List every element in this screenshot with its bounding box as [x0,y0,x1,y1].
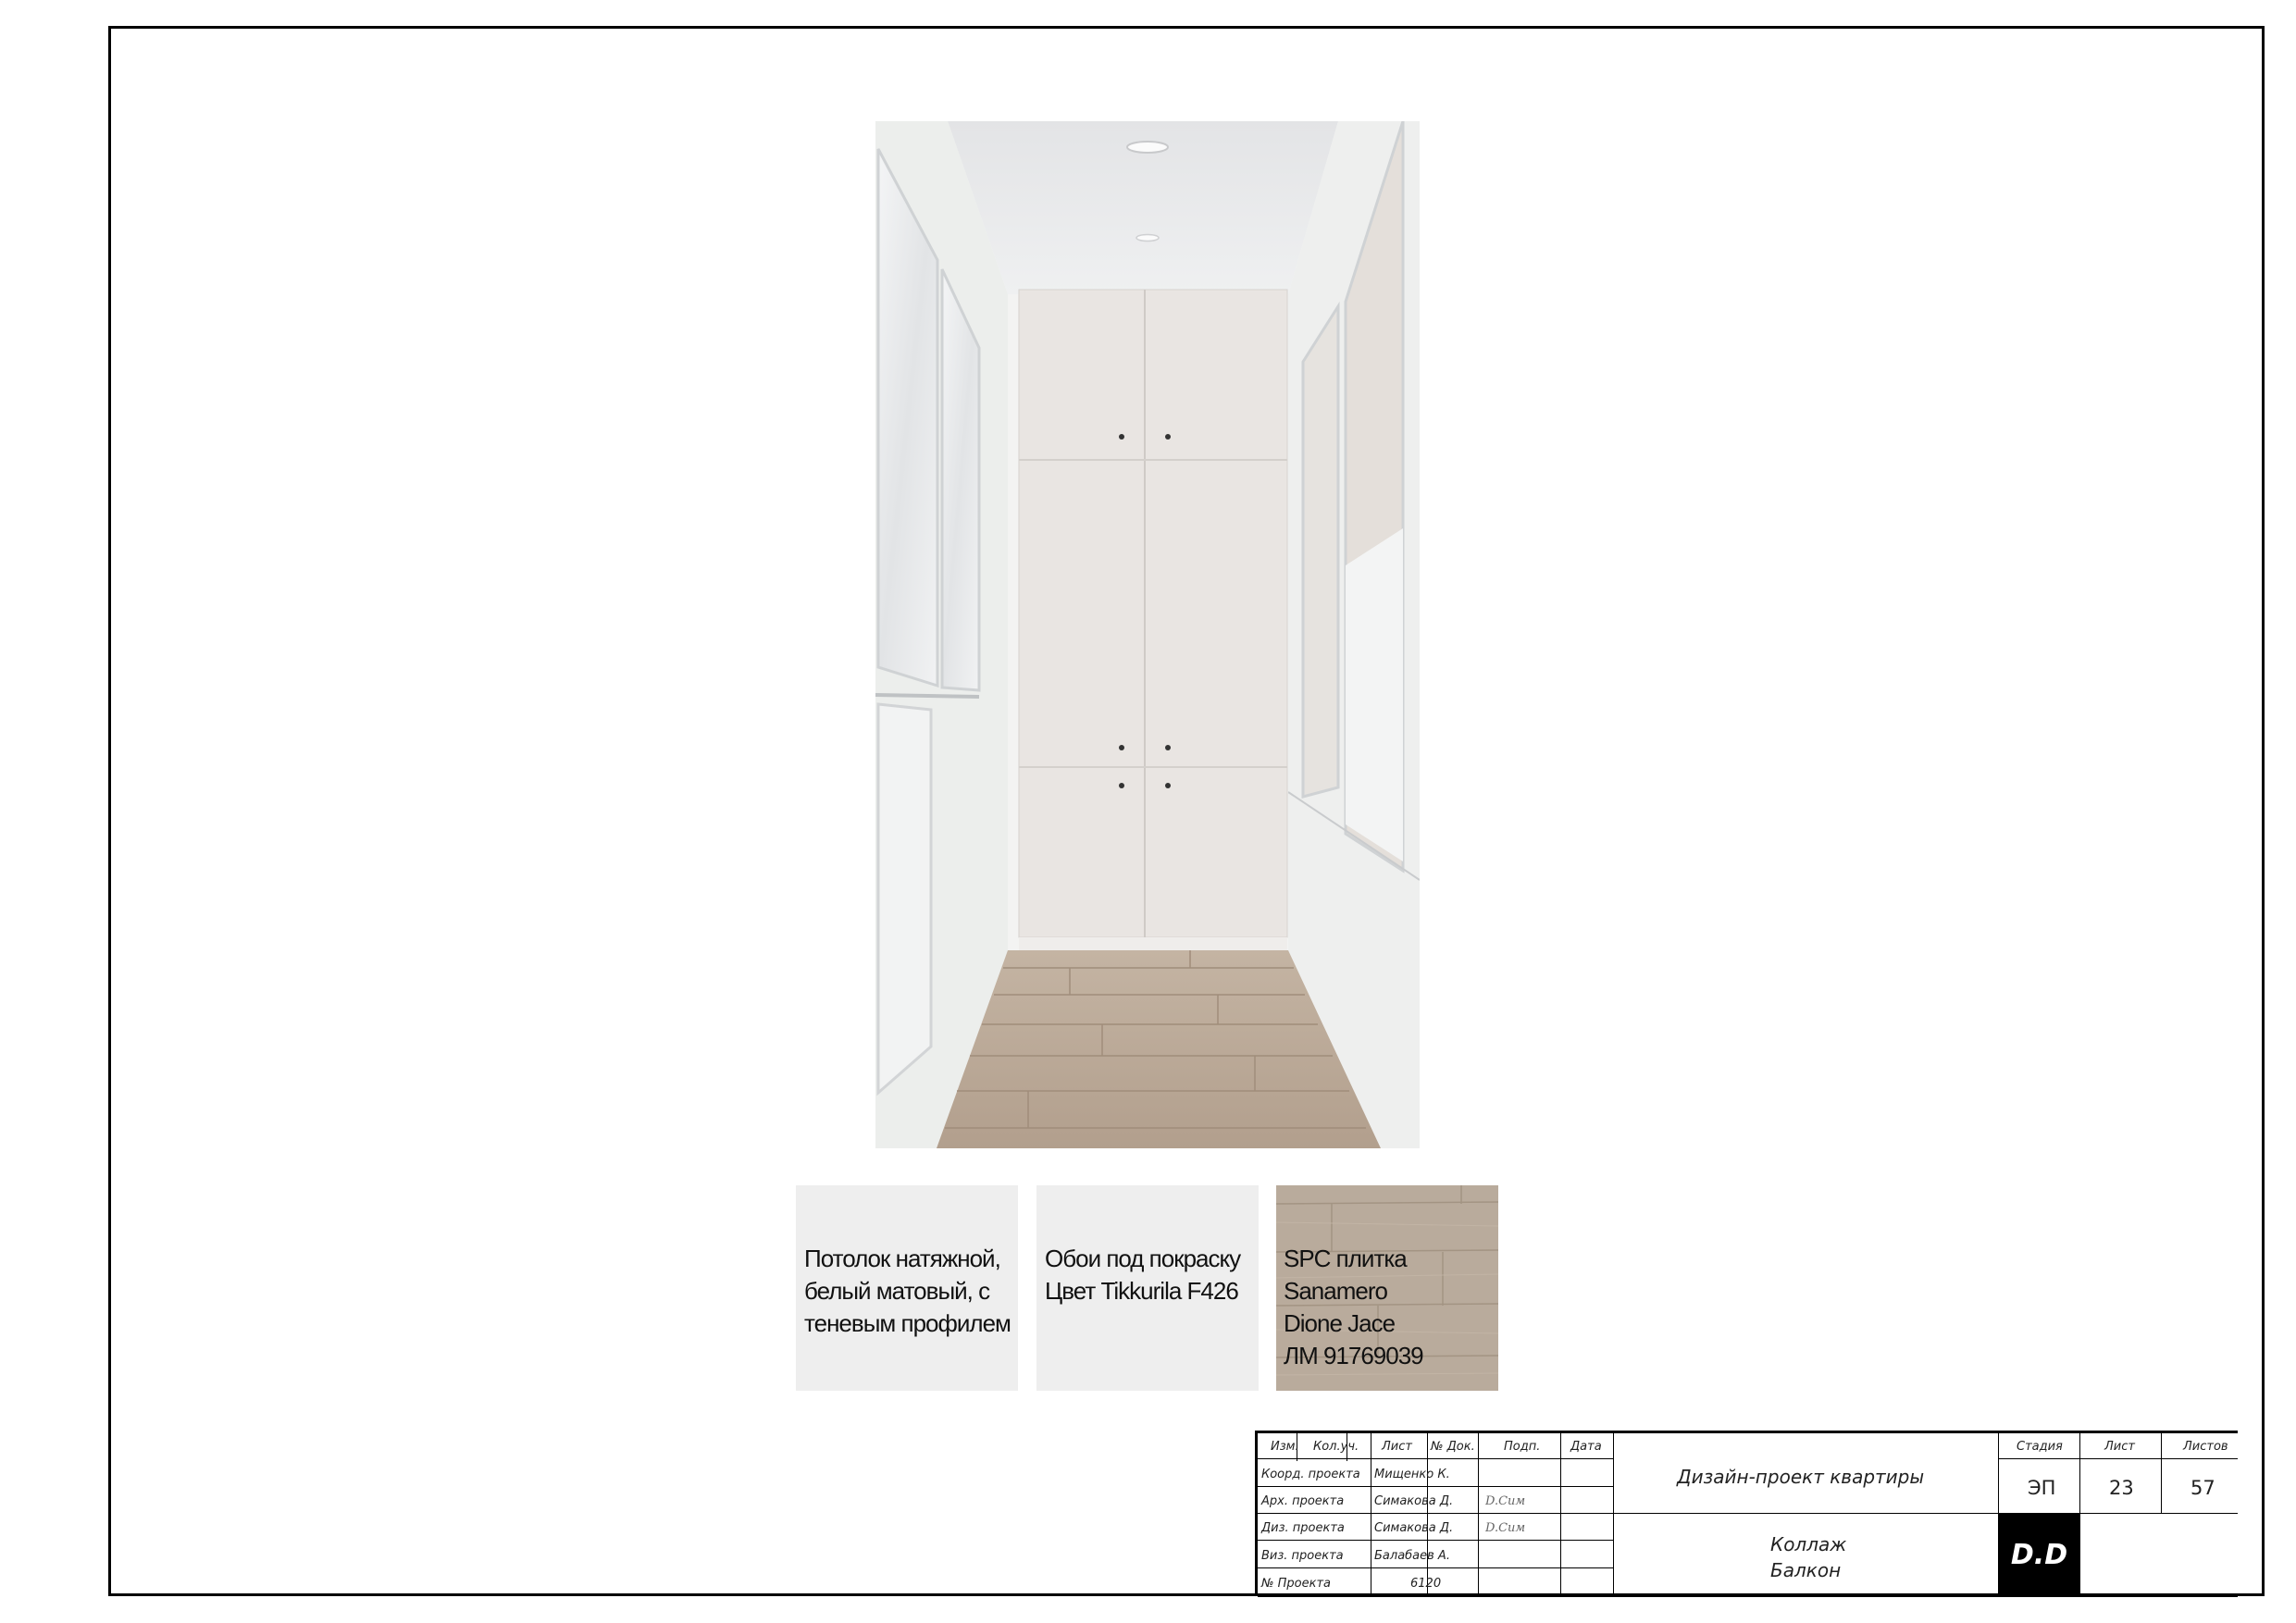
header-ndok: № Док. [1431,1440,1475,1454]
swatch-ceiling-label: Потолок натяжной, белый матовый, с теневым профилем [804,1245,1011,1337]
sheet-value: 23 [2109,1477,2134,1499]
swatch-ceiling [796,1185,1018,1391]
swatch-wallpaper-label: Обои под покраску Цвет Tikkurila F426 [1045,1245,1241,1305]
stage-value: ЭП [2028,1477,2056,1499]
row-role: № Проекта [1261,1577,1332,1591]
project-number: 6120 [1410,1577,1442,1591]
header-data: Дата [1570,1440,1602,1454]
swatch-floor-tile [1276,1185,1498,1391]
header-izm: Изм. [1271,1440,1299,1454]
row-role: Виз. проекта [1261,1549,1344,1563]
sheet-title-line2: Балкон [1770,1559,1842,1581]
header-kol: Кол.уч. [1313,1440,1359,1454]
project-title: Дизайн-проект квартиры [1677,1466,1925,1488]
sheets-label: Листов [2183,1440,2228,1454]
row-role: Коорд. проекта [1261,1468,1360,1481]
row-name: Мищенко К. [1374,1468,1450,1481]
swatch-floor-label: SPC плитка Sanamero Dione Jace ЛМ 91769039 [1284,1245,1423,1369]
sheet-label: Лист [2104,1440,2135,1454]
balcony-render [875,121,1420,1148]
stage-label: Стадия [2017,1440,2063,1454]
signature: D.Сим [1485,1494,1526,1508]
row-name: Симакова Д. [1374,1494,1454,1508]
sheets-value: 57 [2191,1477,2215,1499]
company-logo [1999,1514,2079,1596]
sheet-title-line1: Коллаж [1770,1533,1847,1555]
logo-text: D.D [2010,1539,2068,1571]
row-name: Балабаев А. [1374,1549,1450,1563]
signature: D.Сим [1485,1521,1526,1535]
title-block [1255,1431,2238,1596]
row-role: Арх. проекта [1261,1494,1345,1508]
header-list: Лист [1382,1440,1412,1454]
row-name: Симакова Д. [1374,1521,1454,1535]
row-role: Диз. проекта [1261,1521,1345,1535]
header-podp: Подп. [1504,1440,1541,1454]
swatch-wallpaper [1036,1185,1259,1391]
